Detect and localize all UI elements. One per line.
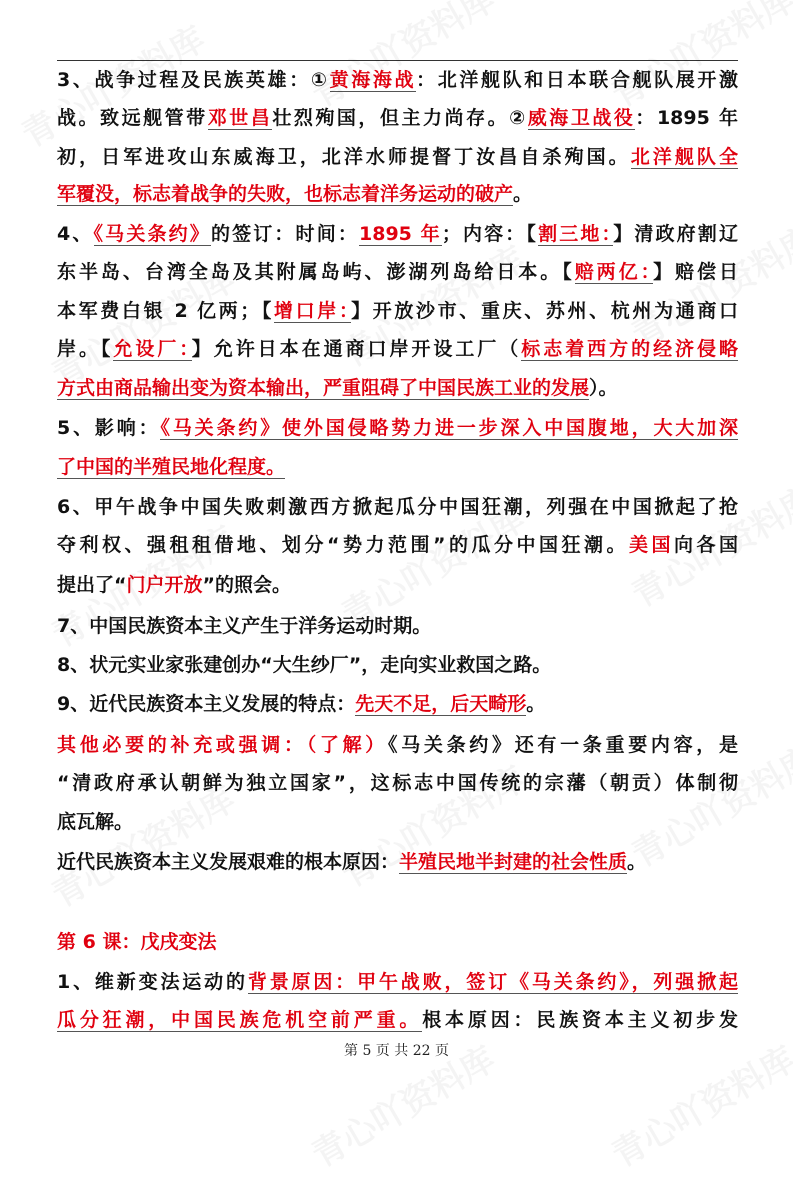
highlighted-key-point: 《马关条约》 xyxy=(93,223,211,245)
highlighted-key-point: 半殖民地半封建的社会性质 xyxy=(399,851,628,873)
body-text: 7、中国民族资本主义产生于洋务运动时期。 xyxy=(57,615,432,637)
highlighted-key-point: 瓜分狂潮，中国民族危机空前严重。 xyxy=(57,1009,423,1031)
highlighted-key-point: 背景原因：甲午战败，签订《马关条约》，列强掀起 xyxy=(247,971,738,993)
body-text: 9、近代民族资本主义发展的特点： xyxy=(57,693,356,715)
highlighted-key-point: 赔两亿： xyxy=(574,261,654,283)
highlighted-key-point: 军覆没，标志着战争的失败，也标志着洋务运动的破产 xyxy=(57,183,514,205)
text-line xyxy=(57,731,738,759)
text-line xyxy=(57,848,738,876)
body-text: 战。致远舰管带 xyxy=(57,107,208,129)
body-text: 近代民族资本主义发展艰难的根本原因： xyxy=(57,851,400,873)
body-text: 】清政府割辽 xyxy=(613,223,738,245)
body-text: 。 xyxy=(513,183,533,205)
text-line xyxy=(57,968,738,996)
body-text: 东半岛、台湾全岛及其附属岛屿、澎湖列岛给日本。【 xyxy=(57,261,575,283)
body-text: 的签订：时间： xyxy=(210,223,360,245)
text-line xyxy=(57,104,738,132)
text-line xyxy=(57,531,738,559)
body-text: “清政府承认朝鲜为独立国家”，这标志中国传统的宗藩（朝贡）体制彻 xyxy=(57,772,738,794)
body-text: 向各国 xyxy=(673,534,738,556)
red-emphasis: 其他必要的补充或强调：（了解） xyxy=(57,734,388,756)
body-text: 壮烈殉国，但主力尚存。② xyxy=(272,107,528,129)
watermark xyxy=(601,0,793,117)
body-text: 底瓦解。 xyxy=(57,811,134,833)
body-text: 夺利权、强租租借地、划分“势力范围”的瓜分中国狂潮。 xyxy=(57,534,629,556)
red-emphasis: 美国 xyxy=(628,534,674,556)
highlighted-key-point: 黄海海战 xyxy=(329,69,417,91)
body-text: ”的照会。 xyxy=(202,574,292,596)
highlighted-key-point: 了中国的半殖民地化程度。 xyxy=(57,456,286,478)
highlighted-key-point: 邓世昌 xyxy=(207,107,273,129)
body-text: 5、影响： xyxy=(57,417,161,439)
body-text: 。 xyxy=(627,851,647,873)
text-line xyxy=(57,651,738,679)
body-text: 提出了“ xyxy=(57,574,127,596)
body-text: 6、甲午战争中国失败刺激西方掀起瓜分中国狂潮，列强在中国掀起了抢 xyxy=(57,496,738,518)
highlighted-key-point: 威海卫战役 xyxy=(527,107,636,129)
body-text: 初，日军进攻山东威海卫，北洋水师提督丁汝昌自杀殉国。 xyxy=(57,146,631,168)
text-line xyxy=(57,220,738,248)
text-line xyxy=(57,335,738,363)
body-text: 】赔偿日 xyxy=(653,261,738,283)
highlighted-key-point: 1895 年 xyxy=(359,223,442,245)
page-footer: 第 5 页 共 22 页 xyxy=(344,1043,449,1059)
text-line xyxy=(57,258,738,286)
body-text: 3、战争过程及民族英雄：① xyxy=(57,69,330,91)
body-text: 根本原因：民族资本主义初步发 xyxy=(422,1009,738,1031)
text-line xyxy=(57,571,738,599)
highlighted-key-point: 割三地： xyxy=(538,223,614,245)
body-text: 4、 xyxy=(57,223,94,245)
highlighted-key-point: 先天不足，后天畸形 xyxy=(355,693,527,715)
text-line xyxy=(57,928,738,956)
highlighted-key-point: 《马关条约》使外国侵略势力进一步深入中国腹地，大大加深 xyxy=(160,417,738,439)
red-emphasis: 门户开放 xyxy=(126,574,203,596)
body-text: ：1895 年 xyxy=(635,107,738,129)
text-line xyxy=(57,180,738,208)
text-line xyxy=(57,690,738,718)
text-line xyxy=(57,493,738,521)
body-text: 】允许日本在通商口岸开设工厂（ xyxy=(191,338,522,360)
body-text: 。 xyxy=(526,693,546,715)
body-text: 岸。【 xyxy=(57,338,114,360)
body-text: 】开放沙市、重庆、苏州、杭州为通商口 xyxy=(351,300,738,322)
text-line xyxy=(57,769,738,797)
highlighted-key-point: 方式由商品输出变为资本输出，严重阻碍了中国民族工业的发展 xyxy=(57,377,590,399)
highlighted-key-point: 增口岸： xyxy=(274,300,352,322)
highlighted-key-point: 允设厂： xyxy=(113,338,192,360)
text-line xyxy=(57,297,738,325)
highlighted-key-point: 北洋舰队全 xyxy=(630,146,738,168)
text-line xyxy=(57,414,738,442)
text-line xyxy=(57,808,738,836)
body-text: ：北洋舰队和日本联合舰队展开激 xyxy=(416,69,738,91)
body-text: 1、维新变法运动的 xyxy=(57,971,248,993)
text-line xyxy=(57,374,738,402)
text-line xyxy=(57,612,738,640)
highlighted-key-point: 标志着西方的经济侵略 xyxy=(521,338,738,360)
text-line xyxy=(57,1006,738,1034)
body-text: ；内容：【 xyxy=(441,223,539,245)
body-text: 本军费白银 2 亿两；【 xyxy=(57,300,275,322)
text-line xyxy=(57,143,738,171)
body-text: 《马关条约》还有一条重要内容，是 xyxy=(388,734,738,756)
header-rule xyxy=(57,60,738,61)
body-text: 8、状元实业家张建创办“大生纱厂”，走向实业救国之路。 xyxy=(57,654,552,676)
red-emphasis: 第 6 课：戊戌变法 xyxy=(57,931,217,953)
text-line xyxy=(57,66,738,94)
body-text: ）。 xyxy=(589,377,618,399)
text-line xyxy=(57,453,738,481)
watermark xyxy=(301,0,502,117)
